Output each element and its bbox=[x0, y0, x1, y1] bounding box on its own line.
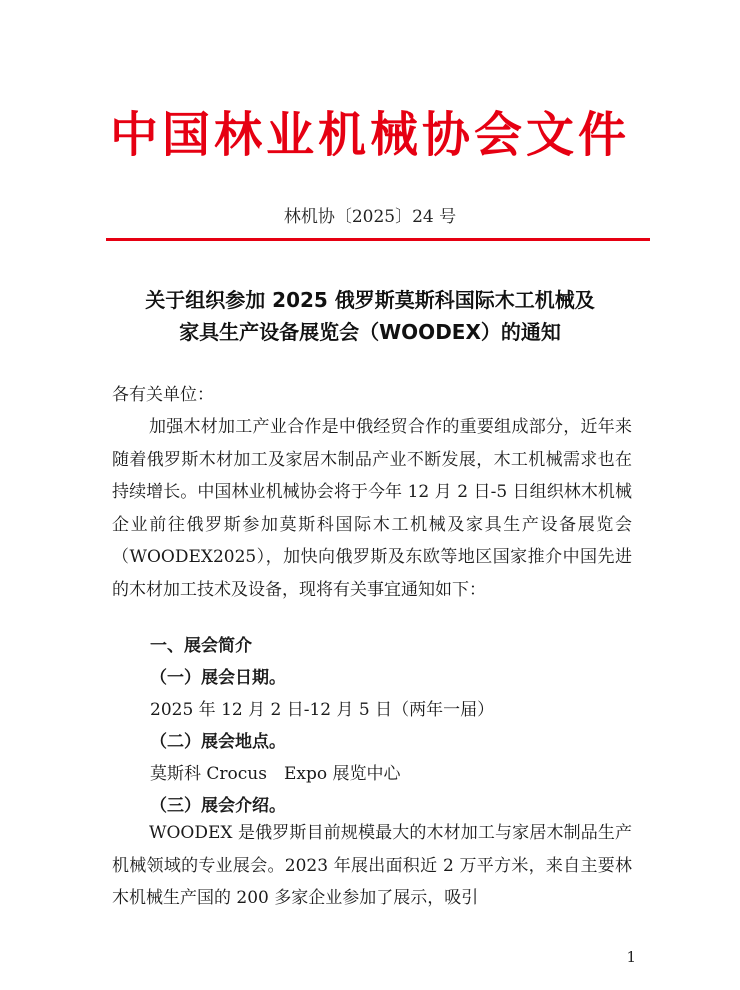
exhibition-intro-paragraph: WOODEX 是俄罗斯目前规模最大的木材加工与家居木制品生产机械领域的专业展会。2023 年展出面积近 2 万平方米，来自主要林木机械生产国的 200 多家企业参加了展示，吸引 bbox=[112, 823, 632, 909]
subsection-2-heading: （二）展会地点。 bbox=[150, 732, 286, 752]
intro-paragraph: 加强木材加工产业合作是中俄经贸合作的重要组成部分，近年来随着俄罗斯木材加工及家居木制品产业不断发展，木工机械需求也在持续增长。中国林业机械协会将于今年 12 月 2 日-5 日组织林木机械企业前往俄罗斯参加莫斯科国际木工机械及家具生产设备展览会（WOODEX2025），加快向俄罗斯及东欧等地区国家推介中国先进的木材加工技术及设备，现将有关事宜通知如下： bbox=[112, 417, 632, 600]
notice-title-line-2: 家具生产设备展览会（WOODEX）的通知 bbox=[179, 320, 561, 344]
salutation: 各有关单位： bbox=[112, 385, 214, 405]
subsection-1-heading: （一）展会日期。 bbox=[150, 668, 286, 688]
subsection-3-heading: （三）展会介绍。 bbox=[150, 796, 286, 816]
red-divider-line bbox=[106, 238, 650, 241]
section-1-heading: 一、展会简介 bbox=[150, 636, 252, 656]
masthead-title: 中国林业机械协会文件 bbox=[109, 107, 630, 163]
page-number: 1 bbox=[626, 948, 636, 966]
exhibition-dates: 2025 年 12 月 2 日-12 月 5 日（两年一届） bbox=[150, 700, 495, 720]
notice-title bbox=[60, 284, 680, 348]
notice-title-line-1: 关于组织参加 2025 俄罗斯莫斯科国际木工机械及 bbox=[145, 288, 595, 312]
exhibition-venue: 莫斯科 Crocus Expo 展览中心 bbox=[150, 764, 401, 784]
document-number: 林机协〔2025〕24 号 bbox=[283, 207, 457, 227]
